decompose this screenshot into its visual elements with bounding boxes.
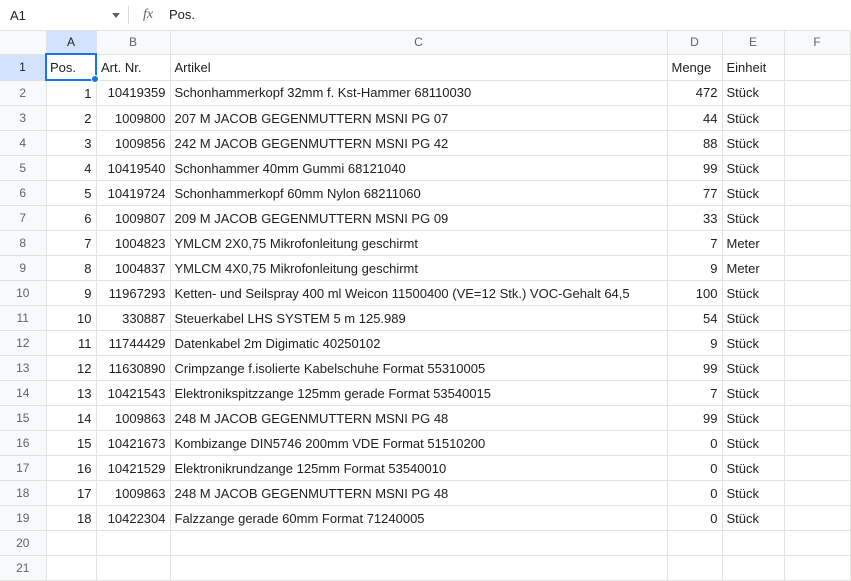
cell-a14[interactable]: 13: [46, 381, 96, 406]
cell-f4[interactable]: [784, 131, 850, 156]
cell-f18[interactable]: [784, 481, 850, 506]
cell-b6[interactable]: 10419724: [96, 181, 170, 206]
cell-c11[interactable]: Steuerkabel LHS SYSTEM 5 m 125.989: [170, 306, 667, 331]
table-row: [0, 381, 850, 406]
cell-c18[interactable]: 248 M JACOB GEGENMUTTERN MSNI PG 48: [170, 481, 667, 506]
cell-c19[interactable]: Falzzange gerade 60mm Format 71240005: [170, 506, 667, 531]
cell-a5[interactable]: 4: [46, 156, 96, 181]
cell-e12[interactable]: Stück: [722, 331, 784, 356]
cell-b11[interactable]: 330887: [96, 306, 170, 331]
cell-c16[interactable]: Kombizange DIN5746 200mm VDE Format 51510200: [170, 431, 667, 456]
cell-d17[interactable]: 0: [667, 456, 722, 481]
row-header-20[interactable]: 20: [0, 531, 46, 556]
row-header-16[interactable]: 16: [0, 431, 46, 456]
row-header-11[interactable]: 11: [0, 306, 46, 331]
column-header-c[interactable]: C: [170, 31, 667, 54]
cell-b13[interactable]: 11630890: [96, 356, 170, 381]
table-row: [0, 481, 850, 506]
table-row: [0, 556, 850, 581]
column-header-row: [0, 31, 850, 54]
cell-f1[interactable]: [784, 54, 850, 80]
table-row: [0, 231, 850, 256]
cell-e18[interactable]: Stück: [722, 481, 784, 506]
cell-b18[interactable]: 1009863: [96, 481, 170, 506]
column-header-e[interactable]: E: [722, 31, 784, 54]
cell-b5[interactable]: 10419540: [96, 156, 170, 181]
cell-b20[interactable]: [96, 531, 170, 556]
cell-e14[interactable]: Stück: [722, 381, 784, 406]
cell-a8[interactable]: 7: [46, 231, 96, 256]
cell-c6[interactable]: Schonhammerkopf 60mm Nylon 68211060: [170, 181, 667, 206]
cell-f3[interactable]: [784, 106, 850, 131]
cell-a3[interactable]: 2: [46, 106, 96, 131]
cell-a4[interactable]: 3: [46, 131, 96, 156]
cell-b19[interactable]: 10422304: [96, 506, 170, 531]
row-header-8[interactable]: 8: [0, 231, 46, 256]
chevron-down-icon[interactable]: [112, 13, 120, 18]
table-row: [0, 431, 850, 456]
row-header-17[interactable]: 17: [0, 456, 46, 481]
cell-e21[interactable]: [722, 556, 784, 581]
cell-c3[interactable]: 207 M JACOB GEGENMUTTERN MSNI PG 07: [170, 106, 667, 131]
column-header-a[interactable]: A: [46, 31, 96, 54]
cell-f17[interactable]: [784, 456, 850, 481]
cell-b7[interactable]: 1009807: [96, 206, 170, 231]
table-row: [0, 306, 850, 331]
cell-e7[interactable]: Stück: [722, 206, 784, 231]
cell-a11[interactable]: 10: [46, 306, 96, 331]
table-row: [0, 54, 850, 80]
cell-f13[interactable]: [784, 356, 850, 381]
column-header-d[interactable]: D: [667, 31, 722, 54]
cell-f19[interactable]: [784, 506, 850, 531]
cell-b3[interactable]: 1009800: [96, 106, 170, 131]
cell-f20[interactable]: [784, 531, 850, 556]
cell-d8[interactable]: 7: [667, 231, 722, 256]
cell-e10[interactable]: Stück: [722, 281, 784, 306]
row-header-19[interactable]: 19: [0, 506, 46, 531]
cell-f7[interactable]: [784, 206, 850, 231]
cell-f8[interactable]: [784, 231, 850, 256]
cell-b17[interactable]: 10421529: [96, 456, 170, 481]
cell-a16[interactable]: 15: [46, 431, 96, 456]
table-row: [0, 80, 850, 106]
cell-a9[interactable]: 8: [46, 256, 96, 281]
row-header-4[interactable]: 4: [0, 131, 46, 156]
cell-a15[interactable]: 14: [46, 406, 96, 431]
table-row: [0, 256, 850, 281]
cell-f10[interactable]: [784, 281, 850, 306]
cell-c14[interactable]: Elektronikspitzzange 125mm gerade Format 53540015: [170, 381, 667, 406]
cell-b9[interactable]: 1004837: [96, 256, 170, 281]
grid-body: [0, 54, 850, 581]
cell-d1[interactable]: Menge: [667, 54, 722, 80]
cell-e11[interactable]: Stück: [722, 306, 784, 331]
column-header-f[interactable]: F: [784, 31, 850, 54]
cell-d15[interactable]: 99: [667, 406, 722, 431]
cell-b4[interactable]: 1009856: [96, 131, 170, 156]
cell-b1[interactable]: Art. Nr.: [96, 54, 170, 80]
cell-e3[interactable]: Stück: [722, 106, 784, 131]
grid-table: [0, 31, 851, 581]
cell-b12[interactable]: 11744429: [96, 331, 170, 356]
cell-a20[interactable]: [46, 531, 96, 556]
table-row: [0, 506, 850, 531]
table-row: [0, 281, 850, 306]
name-box-value: A1: [10, 7, 26, 23]
cell-e19[interactable]: Stück: [722, 506, 784, 531]
spreadsheet-grid[interactable]: [0, 31, 850, 575]
cell-f2[interactable]: [784, 80, 850, 106]
cell-d21[interactable]: [667, 556, 722, 581]
cell-a18[interactable]: 17: [46, 481, 96, 506]
cell-d3[interactable]: 44: [667, 106, 722, 131]
row-header-7[interactable]: 7: [0, 206, 46, 231]
cell-b15[interactable]: 1009863: [96, 406, 170, 431]
table-row: [0, 156, 850, 181]
table-row: [0, 531, 850, 556]
row-header-6[interactable]: 6: [0, 181, 46, 206]
cell-c2[interactable]: Schonhammerkopf 32mm f. Kst-Hammer 68110030: [170, 80, 667, 106]
cell-d12[interactable]: 9: [667, 331, 722, 356]
table-row: [0, 181, 850, 206]
cell-d10[interactable]: 100: [667, 281, 722, 306]
formula-input[interactable]: Pos.: [169, 7, 196, 22]
cell-e13[interactable]: Stück: [722, 356, 784, 381]
table-row: [0, 356, 850, 381]
table-row: [0, 206, 850, 231]
row-header-3[interactable]: 3: [0, 106, 46, 131]
cell-d9[interactable]: 9: [667, 256, 722, 281]
cell-d14[interactable]: 7: [667, 381, 722, 406]
cell-c4[interactable]: 242 M JACOB GEGENMUTTERN MSNI PG 42: [170, 131, 667, 156]
table-row: [0, 456, 850, 481]
cell-d19[interactable]: 0: [667, 506, 722, 531]
cell-c15[interactable]: 248 M JACOB GEGENMUTTERN MSNI PG 48: [170, 406, 667, 431]
row-header-5[interactable]: 5: [0, 156, 46, 181]
cell-d18[interactable]: 0: [667, 481, 722, 506]
cell-e15[interactable]: Stück: [722, 406, 784, 431]
cell-a13[interactable]: 12: [46, 356, 96, 381]
cell-d4[interactable]: 88: [667, 131, 722, 156]
cell-a10[interactable]: 9: [46, 281, 96, 306]
row-header-13[interactable]: 13: [0, 356, 46, 381]
row-header-18[interactable]: 18: [0, 481, 46, 506]
cell-e5[interactable]: Stück: [722, 156, 784, 181]
table-row: [0, 406, 850, 431]
cell-e6[interactable]: Stück: [722, 181, 784, 206]
cell-f14[interactable]: [784, 381, 850, 406]
table-row: [0, 106, 850, 131]
cell-b10[interactable]: 11967293: [96, 281, 170, 306]
cell-e2[interactable]: Stück: [722, 80, 784, 106]
cell-f21[interactable]: [784, 556, 850, 581]
table-row: [0, 131, 850, 156]
cell-b16[interactable]: 10421673: [96, 431, 170, 456]
select-all-corner[interactable]: [0, 31, 46, 54]
cell-d13[interactable]: 99: [667, 356, 722, 381]
cell-c21[interactable]: [170, 556, 667, 581]
cell-e20[interactable]: [722, 531, 784, 556]
row-header-10[interactable]: 10: [0, 281, 46, 306]
cell-a17[interactable]: 16: [46, 456, 96, 481]
cell-d11[interactable]: 54: [667, 306, 722, 331]
cell-b21[interactable]: [96, 556, 170, 581]
cell-c5[interactable]: Schonhammer 40mm Gummi 68121040: [170, 156, 667, 181]
fx-icon: fx: [142, 7, 154, 22]
row-header-2[interactable]: 2: [0, 80, 46, 106]
cell-e17[interactable]: Stück: [722, 456, 784, 481]
cell-e1[interactable]: Einheit: [722, 54, 784, 80]
cell-a12[interactable]: 11: [46, 331, 96, 356]
cell-a2[interactable]: 1: [46, 80, 96, 106]
cell-f12[interactable]: [784, 331, 850, 356]
formula-bar: [0, 0, 850, 31]
cell-a6[interactable]: 5: [46, 181, 96, 206]
cell-c10[interactable]: Ketten- und Seilspray 400 ml Weicon 11500400 (VE=12 Stk.) VOC-Gehalt 64,5: [170, 281, 667, 306]
cell-e16[interactable]: Stück: [722, 431, 784, 456]
cell-e9[interactable]: Meter: [722, 256, 784, 281]
table-row: [0, 331, 850, 356]
cell-a7[interactable]: 6: [46, 206, 96, 231]
cell-e8[interactable]: Meter: [722, 231, 784, 256]
cell-c1[interactable]: Artikel: [170, 54, 667, 80]
cell-c12[interactable]: Datenkabel 2m Digimatic 40250102: [170, 331, 667, 356]
cell-d7[interactable]: 33: [667, 206, 722, 231]
cell-a1[interactable]: Pos.: [46, 54, 96, 80]
cell-d20[interactable]: [667, 531, 722, 556]
cell-f6[interactable]: [784, 181, 850, 206]
row-header-9[interactable]: 9: [0, 256, 46, 281]
row-header-1[interactable]: 1: [0, 54, 46, 80]
row-header-15[interactable]: 15: [0, 406, 46, 431]
cell-f16[interactable]: [784, 431, 850, 456]
cell-c13[interactable]: Crimpzange f.isolierte Kabelschuhe Format 55310005: [170, 356, 667, 381]
cell-e4[interactable]: Stück: [722, 131, 784, 156]
cell-f9[interactable]: [784, 256, 850, 281]
cell-d6[interactable]: 77: [667, 181, 722, 206]
cell-c20[interactable]: [170, 531, 667, 556]
cell-b14[interactable]: 10421543: [96, 381, 170, 406]
cell-d16[interactable]: 0: [667, 431, 722, 456]
cell-a19[interactable]: 18: [46, 506, 96, 531]
cell-f11[interactable]: [784, 306, 850, 331]
cell-c8[interactable]: YMLCM 2X0,75 Mikrofonleitung geschirmt: [170, 231, 667, 256]
cell-d2[interactable]: 472: [667, 80, 722, 106]
cell-a21[interactable]: [46, 556, 96, 581]
cell-c17[interactable]: Elektronikrundzange 125mm Format 53540010: [170, 456, 667, 481]
cell-c9[interactable]: YMLCM 4X0,75 Mikrofonleitung geschirmt: [170, 256, 667, 281]
cell-f5[interactable]: [784, 156, 850, 181]
row-header-21[interactable]: 21: [0, 556, 46, 581]
name-box[interactable]: [4, 3, 126, 27]
divider: [128, 6, 129, 24]
row-header-12[interactable]: 12: [0, 331, 46, 356]
cell-f15[interactable]: [784, 406, 850, 431]
row-header-14[interactable]: 14: [0, 381, 46, 406]
cell-b8[interactable]: 1004823: [96, 231, 170, 256]
column-header-b[interactable]: B: [96, 31, 170, 54]
cell-c7[interactable]: 209 M JACOB GEGENMUTTERN MSNI PG 09: [170, 206, 667, 231]
cell-d5[interactable]: 99: [667, 156, 722, 181]
cell-b2[interactable]: 10419359: [96, 80, 170, 106]
